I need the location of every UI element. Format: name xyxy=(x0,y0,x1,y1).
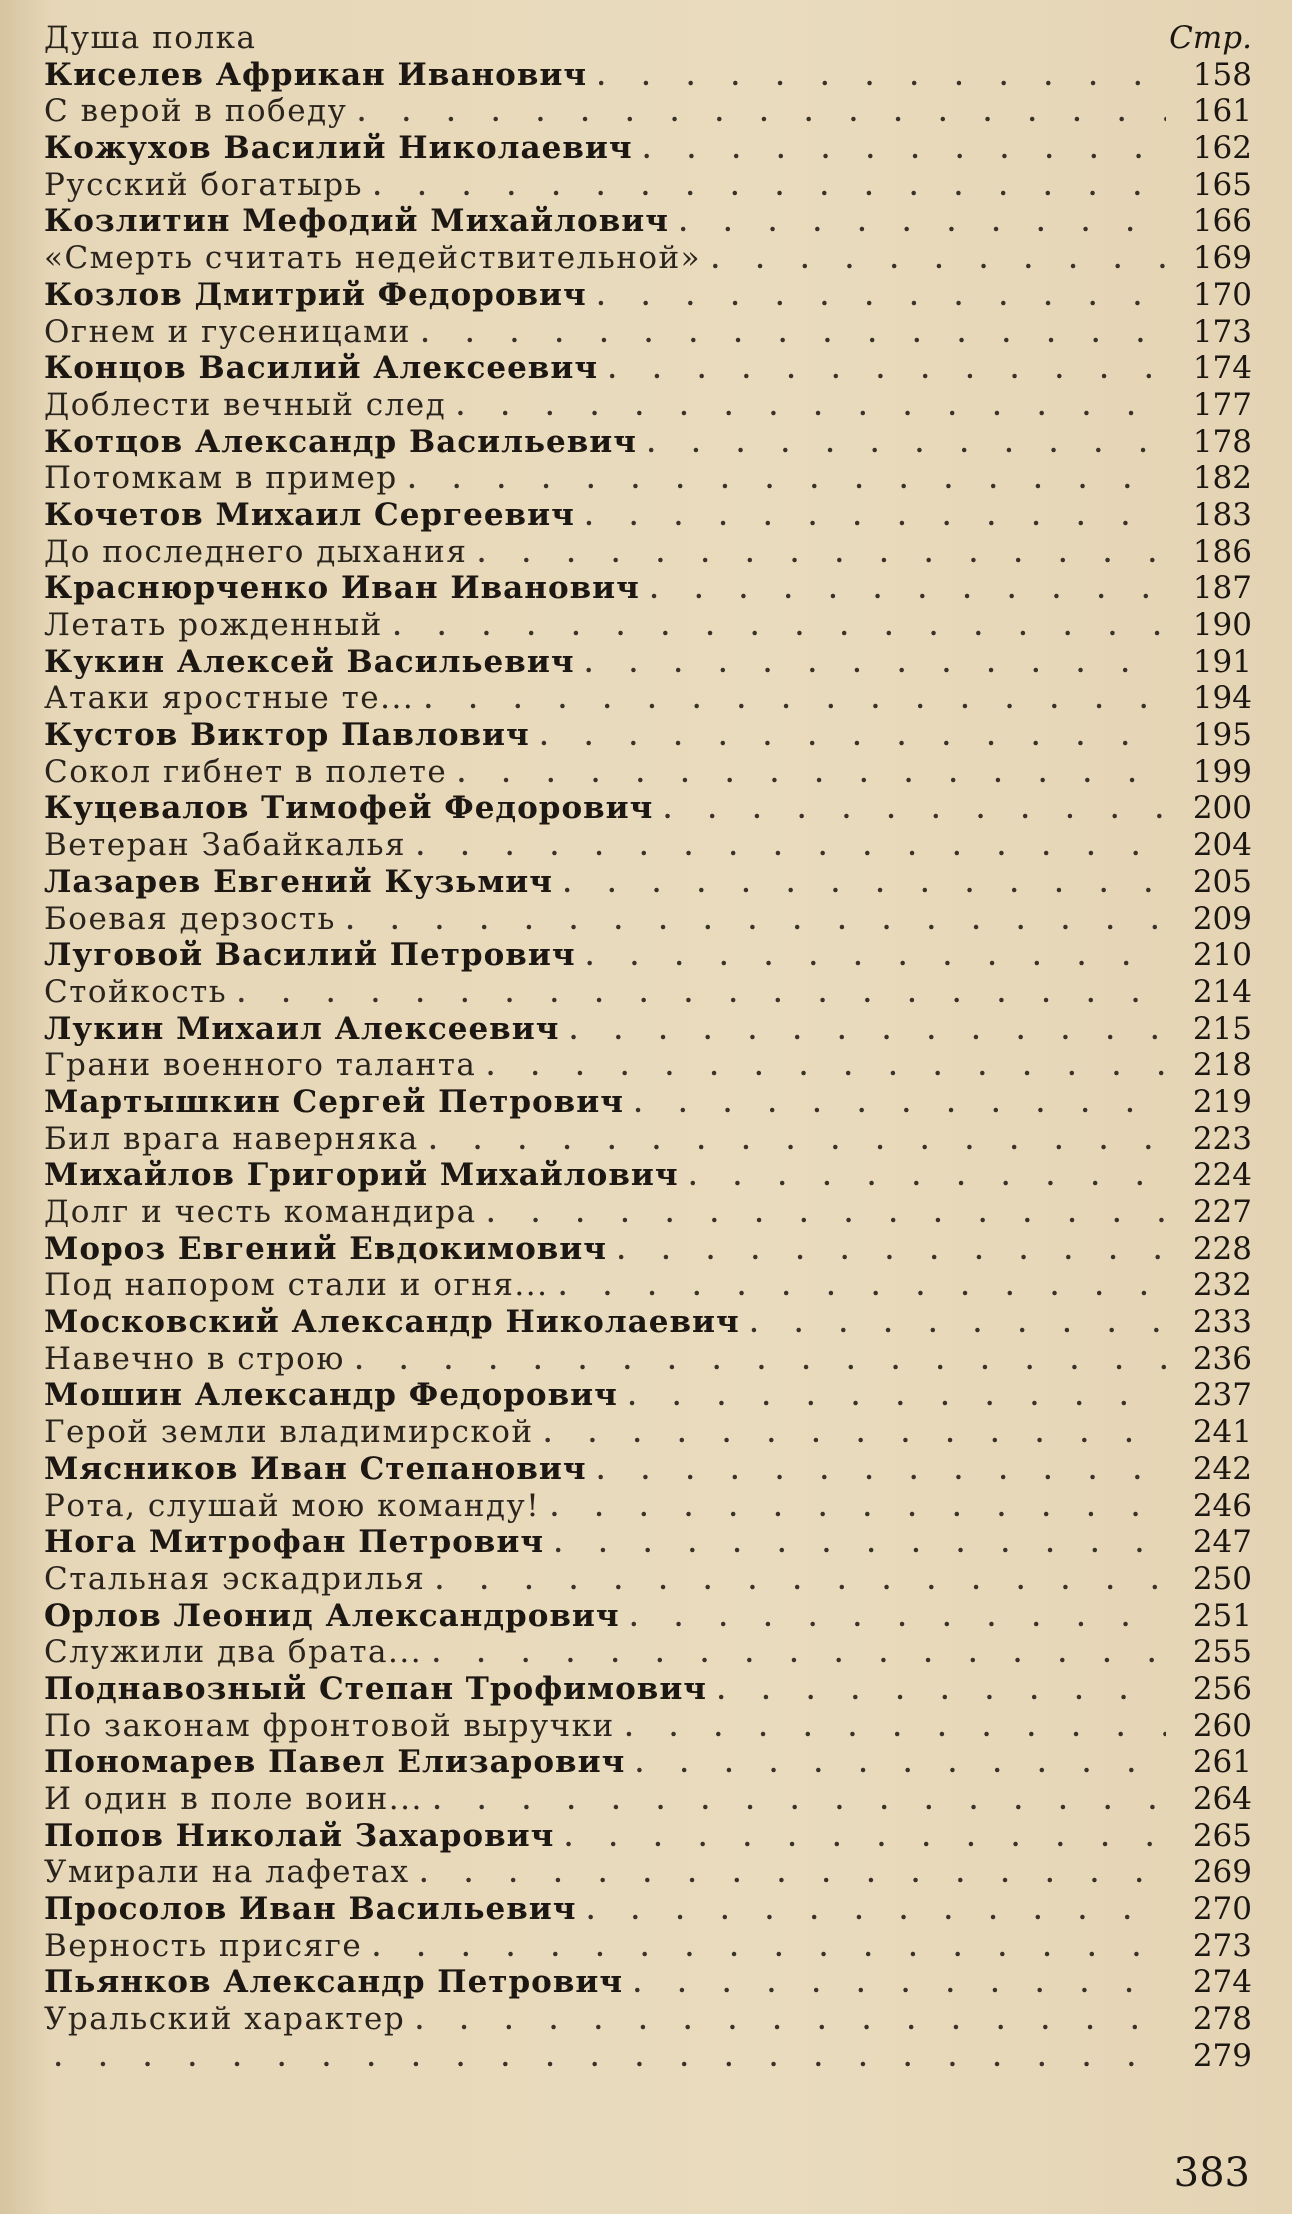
toc-entry-title: Котцов Александр Васильевич xyxy=(44,423,637,460)
dot-leader xyxy=(585,646,1166,681)
toc-entry-title: Киселев Африкан Иванович xyxy=(44,56,588,93)
toc-entry-title: Уральский характер xyxy=(44,2001,406,2038)
toc-entry-hero xyxy=(44,1524,1252,1561)
toc-entry-page: 199 xyxy=(1192,753,1252,790)
dot-leader xyxy=(346,903,1166,938)
toc-entry-story xyxy=(44,901,1252,938)
dot-leader xyxy=(373,169,1166,204)
toc-entry-page: 194 xyxy=(1192,680,1252,717)
toc-entry-title: Огнем и гусеницами xyxy=(44,313,411,350)
dot-leader xyxy=(416,829,1166,864)
toc-entry-hero xyxy=(44,203,1252,240)
toc-entry-page: 191 xyxy=(1192,643,1252,680)
toc-entry-story xyxy=(44,1414,1252,1451)
dot-leader xyxy=(597,59,1166,94)
toc-entry-page: Стр. xyxy=(1169,20,1252,56)
toc-entry-hero xyxy=(44,1231,1252,1268)
toc-entry-hero xyxy=(44,277,1252,314)
toc-entry-story xyxy=(44,1854,1252,1891)
dot-leader xyxy=(585,499,1166,534)
dot-leader xyxy=(415,2003,1166,2038)
dot-leader xyxy=(487,1196,1166,1231)
toc-entry-story xyxy=(44,1121,1252,1158)
toc-entry-title: Умирали на лафетах xyxy=(44,1854,410,1891)
toc-entry-hero xyxy=(44,57,1252,94)
toc-entry-title: Просолов Иван Васильевич xyxy=(44,1891,577,1928)
toc-entry-hero xyxy=(44,1818,1252,1855)
toc-entry-story xyxy=(44,314,1252,351)
toc-entry-page: 273 xyxy=(1192,1927,1252,1964)
toc-entry-story xyxy=(44,2001,1252,2038)
toc-entry-page: 187 xyxy=(1192,570,1252,607)
dot-leader xyxy=(663,792,1166,827)
dot-leader xyxy=(689,1159,1166,1194)
toc-entry-page: 170 xyxy=(1192,276,1252,313)
toc-entry-hero xyxy=(44,1671,1252,1708)
toc-entry-page: 169 xyxy=(1192,240,1252,277)
toc-entry-page: 200 xyxy=(1192,790,1252,827)
dot-leader xyxy=(554,1526,1166,1561)
toc-entry-title: Лазарев Евгений Кузьмич xyxy=(44,863,553,900)
toc-entry-title: Орлов Леонид Александрович xyxy=(44,1597,620,1634)
toc-entry-title: Стойкость xyxy=(44,973,228,1010)
dot-leader xyxy=(569,1013,1166,1048)
dot-leader xyxy=(408,462,1166,497)
toc-entry-page: 274 xyxy=(1192,1964,1252,2001)
dot-leader xyxy=(456,389,1166,424)
toc-entry-page: 256 xyxy=(1192,1670,1252,1707)
toc-entry-title: Козлитин Мефодий Михайлович xyxy=(44,203,669,240)
toc-entry-story xyxy=(44,1928,1252,1965)
toc-entry-hero xyxy=(44,1011,1252,1048)
toc-entry-title: Верность присяге xyxy=(44,1927,363,1964)
toc-entry-page: 265 xyxy=(1192,1817,1252,1854)
toc-entry-title: Попов Николай Захарович xyxy=(44,1817,555,1854)
toc-entry-story xyxy=(44,1561,1252,1598)
toc-entry-title: Пьянков Александр Петрович xyxy=(44,1964,624,2001)
toc-entry-page: 166 xyxy=(1192,203,1252,240)
toc-entry-page: 165 xyxy=(1192,166,1252,203)
toc-entry-title: Козлов Дмитрий Федорович xyxy=(44,276,587,313)
toc-entry-title: Луговой Василий Петрович xyxy=(44,937,576,974)
toc-entry-title: Нога Митрофан Петрович xyxy=(44,1524,545,1561)
toc-entry-page: 173 xyxy=(1192,313,1252,350)
toc-entry-page: 158 xyxy=(1192,56,1252,93)
toc-entry-page: 270 xyxy=(1192,1891,1252,1928)
toc-entry-story xyxy=(44,93,1252,130)
toc-entry-title: Мясников Иван Степанович xyxy=(44,1450,587,1487)
toc-entry-page: 223 xyxy=(1192,1120,1252,1157)
toc-entry-page: 236 xyxy=(1192,1340,1252,1377)
toc-entry-title: Московский Александр Николаевич xyxy=(44,1304,740,1341)
toc-entry-story xyxy=(44,167,1252,204)
dot-leader xyxy=(635,1746,1166,1781)
toc-entry-hero xyxy=(44,1598,1252,1635)
toc-entry-title: Мороз Евгений Евдокимович xyxy=(44,1230,607,1267)
toc-entry-page: 233 xyxy=(1192,1304,1252,1341)
toc-entry-page: 204 xyxy=(1192,827,1252,864)
dot-leader xyxy=(420,1856,1166,1891)
toc-entry-page: 264 xyxy=(1192,1781,1252,1817)
dot-leader xyxy=(477,536,1166,571)
toc-entry-story xyxy=(44,974,1252,1011)
toc-entry-title: Бил врага наверняка xyxy=(44,1120,419,1157)
toc-entry-title: Кустов Виктор Павлович xyxy=(44,717,530,754)
toc-entry-page: 190 xyxy=(1192,607,1252,643)
toc-entry-title: Концов Василий Алексеевич xyxy=(44,350,599,387)
toc-entry-title: Пономарев Павел Елизарович xyxy=(44,1744,626,1781)
toc-entry-title: Долг и честь командира xyxy=(44,1194,477,1230)
toc-entry-title: Лукин Михаил Алексеевич xyxy=(44,1010,560,1047)
dot-leader xyxy=(597,279,1166,314)
toc-entry-page: 260 xyxy=(1192,1707,1252,1744)
dot-leader xyxy=(634,1086,1166,1121)
dot-leader xyxy=(357,95,1166,130)
toc-entry-story xyxy=(44,1341,1252,1378)
toc-entry-page: 186 xyxy=(1192,533,1252,570)
toc-entry-story xyxy=(44,1488,1252,1525)
toc-entry-title: Рота, слушай мою команду! xyxy=(44,1487,541,1524)
table-of-contents xyxy=(44,20,1252,2075)
toc-entry-title: Навечно в строю xyxy=(44,1340,345,1377)
dot-leader xyxy=(457,756,1166,791)
dot-leader xyxy=(679,205,1166,240)
dot-leader xyxy=(540,719,1166,754)
toc-entry-page: 279 xyxy=(1192,2037,1252,2074)
toc-entry-page: 237 xyxy=(1192,1377,1252,1414)
toc-entry-page: 182 xyxy=(1192,460,1252,497)
toc-entry-hero xyxy=(44,570,1252,607)
toc-entry-story xyxy=(44,1781,1252,1818)
toc-entry-title: Доблести вечный след xyxy=(44,386,447,423)
dot-leader xyxy=(421,316,1166,351)
dot-leader xyxy=(432,1636,1166,1671)
toc-entry-title: До последнего дыхания xyxy=(44,533,468,570)
dot-leader xyxy=(559,1269,1167,1304)
toc-entry-hero xyxy=(44,1744,1252,1781)
toc-entry-page: 261 xyxy=(1192,1744,1252,1781)
toc-entry-page: 174 xyxy=(1192,350,1252,387)
toc-entry-page: 205 xyxy=(1192,863,1252,900)
toc-entry-title: Сокол гибнет в полете xyxy=(44,753,448,790)
toc-entry-title: Мошин Александр Федорович xyxy=(44,1377,618,1414)
toc-entry-story xyxy=(44,827,1252,864)
toc-entry-page: 278 xyxy=(1192,2001,1252,2038)
dot-leader xyxy=(435,1563,1166,1598)
dot-leader xyxy=(750,1306,1166,1341)
toc-entry-story xyxy=(44,460,1252,497)
page-number: 383 xyxy=(1173,2150,1250,2196)
toc-entry-title: Поднавозный Степан Трофимович xyxy=(44,1670,708,1707)
toc-entry-story xyxy=(44,387,1252,424)
toc-entry-story xyxy=(44,534,1252,571)
toc-entry-hero xyxy=(44,1157,1252,1194)
dot-leader xyxy=(393,609,1166,644)
toc-entry-page: 195 xyxy=(1192,717,1252,754)
toc-entry-story xyxy=(44,240,1252,277)
toc-entry-story xyxy=(44,1267,1252,1304)
dot-leader xyxy=(429,1123,1166,1158)
dot-leader xyxy=(630,1600,1166,1635)
toc-entry-page: 227 xyxy=(1192,1194,1252,1230)
toc-entry-story xyxy=(44,1634,1252,1671)
toc-entry-page: 224 xyxy=(1192,1157,1252,1194)
toc-entry-page: 246 xyxy=(1192,1487,1252,1524)
dot-leader xyxy=(433,1783,1166,1818)
toc-entry-page: 247 xyxy=(1192,1524,1252,1561)
toc-entry-page: 250 xyxy=(1192,1560,1252,1597)
dot-leader xyxy=(586,1893,1166,1928)
toc-entry-title: Летать рожденный xyxy=(44,607,383,643)
toc-entry-title: Кожухов Василий Николаевич xyxy=(44,130,633,167)
toc-entry-hero xyxy=(44,1451,1252,1488)
toc-entry-hero xyxy=(44,350,1252,387)
toc-entry-story xyxy=(44,754,1252,791)
dot-leader xyxy=(237,976,1166,1011)
toc-entry-page: 241 xyxy=(1192,1414,1252,1451)
toc-entry-title: Атаки яростные те... xyxy=(44,680,415,717)
toc-entry-hero xyxy=(44,1084,1252,1121)
toc-entry-title: Герой земли владимирской xyxy=(44,1414,534,1451)
toc-entry-hero xyxy=(44,1377,1252,1414)
toc-entry-hero xyxy=(44,937,1252,974)
toc-entry-story xyxy=(44,1194,1252,1231)
dot-leader xyxy=(617,1233,1166,1268)
dot-leader xyxy=(628,1379,1166,1414)
dot-leader xyxy=(586,939,1166,974)
toc-entry-title: Душа полка xyxy=(44,20,257,56)
toc-entry-title: Потомкам в пример xyxy=(44,460,398,497)
dot-leader xyxy=(355,1343,1166,1378)
dot-leader xyxy=(633,1966,1166,2001)
toc-entry-title: И один в поле воин... xyxy=(44,1781,423,1817)
toc-entry-story xyxy=(44,1047,1252,1084)
toc-entry-page: 228 xyxy=(1192,1230,1252,1267)
dot-leader xyxy=(372,1930,1166,1965)
toc-entry-title: Служили два брата... xyxy=(44,1634,423,1671)
toc-entry-title: Под напором стали и огня... xyxy=(44,1267,549,1304)
dot-leader xyxy=(643,132,1166,167)
toc-entry-page: 218 xyxy=(1192,1047,1252,1084)
toc-entry-page: 251 xyxy=(1192,1597,1252,1634)
toc-entry-hero xyxy=(44,497,1252,534)
toc-entry-story xyxy=(44,2038,1252,2075)
toc-entry-title: Стальная эскадрилья xyxy=(44,1560,426,1597)
dot-leader xyxy=(54,2040,1166,2075)
toc-entry-title: Кочетов Михаил Сергеевич xyxy=(44,496,575,533)
toc-entry-page: 214 xyxy=(1192,973,1252,1010)
toc-entry-page: 269 xyxy=(1192,1854,1252,1891)
toc-entry-title: По законам фронтовой выручки xyxy=(44,1707,615,1744)
toc-entry-page: 242 xyxy=(1192,1450,1252,1487)
toc-entry-title: Мартышкин Сергей Петрович xyxy=(44,1083,624,1120)
toc-entry-page: 215 xyxy=(1192,1010,1252,1047)
dot-leader xyxy=(625,1710,1166,1745)
toc-entry-title: Боевая дерзость xyxy=(44,900,336,937)
toc-entry-page: 210 xyxy=(1192,937,1252,974)
toc-entry-hero xyxy=(44,790,1252,827)
dot-leader xyxy=(711,242,1166,277)
toc-entry-page: 177 xyxy=(1192,386,1252,423)
toc-entry-hero xyxy=(44,1891,1252,1928)
toc-entry-title: Михайлов Григорий Михайлович xyxy=(44,1157,679,1194)
toc-entry-page: 178 xyxy=(1192,423,1252,460)
dot-leader xyxy=(424,682,1166,717)
toc-entry-title: С верой в победу xyxy=(44,93,348,130)
toc-entry-title: Кукин Алексей Васильевич xyxy=(44,643,575,680)
toc-entry-title: Русский богатырь xyxy=(44,166,363,203)
dot-leader xyxy=(608,352,1166,387)
toc-entry-story xyxy=(44,20,1252,57)
toc-entry-page: 209 xyxy=(1192,900,1252,937)
dot-leader xyxy=(544,1416,1166,1451)
toc-entry-page: 255 xyxy=(1192,1634,1252,1671)
toc-entry-story xyxy=(44,607,1252,644)
toc-entry-title: Краснюрченко Иван Иванович xyxy=(44,570,640,607)
toc-entry-title: Ветеран Забайкалья xyxy=(44,827,407,864)
toc-entry-title: «Смерть считать недействительной» xyxy=(44,240,702,277)
toc-entry-page: 161 xyxy=(1192,93,1252,130)
toc-entry-page: 183 xyxy=(1192,496,1252,533)
toc-entry-hero xyxy=(44,644,1252,681)
dot-leader xyxy=(597,1453,1166,1488)
toc-entry-page: 232 xyxy=(1192,1267,1252,1304)
toc-entry-hero xyxy=(44,424,1252,461)
toc-entry-hero xyxy=(44,1304,1252,1341)
dot-leader xyxy=(486,1049,1166,1084)
dot-leader xyxy=(650,572,1166,607)
toc-entry-page: 162 xyxy=(1192,130,1252,167)
dot-leader xyxy=(564,1820,1166,1855)
dot-leader xyxy=(563,866,1166,901)
dot-leader xyxy=(647,426,1166,461)
toc-entry-hero xyxy=(44,717,1252,754)
dot-leader xyxy=(550,1490,1166,1525)
dot-leader xyxy=(717,1673,1166,1708)
toc-entry-story xyxy=(44,680,1252,717)
toc-entry-hero xyxy=(44,130,1252,167)
toc-entry-title: Куцевалов Тимофей Федорович xyxy=(44,790,654,827)
toc-entry-hero xyxy=(44,1964,1252,2001)
toc-entry-story xyxy=(44,1708,1252,1745)
toc-entry-page: 219 xyxy=(1192,1083,1252,1120)
toc-entry-hero xyxy=(44,864,1252,901)
toc-entry-title: Грани военного таланта xyxy=(44,1047,477,1084)
